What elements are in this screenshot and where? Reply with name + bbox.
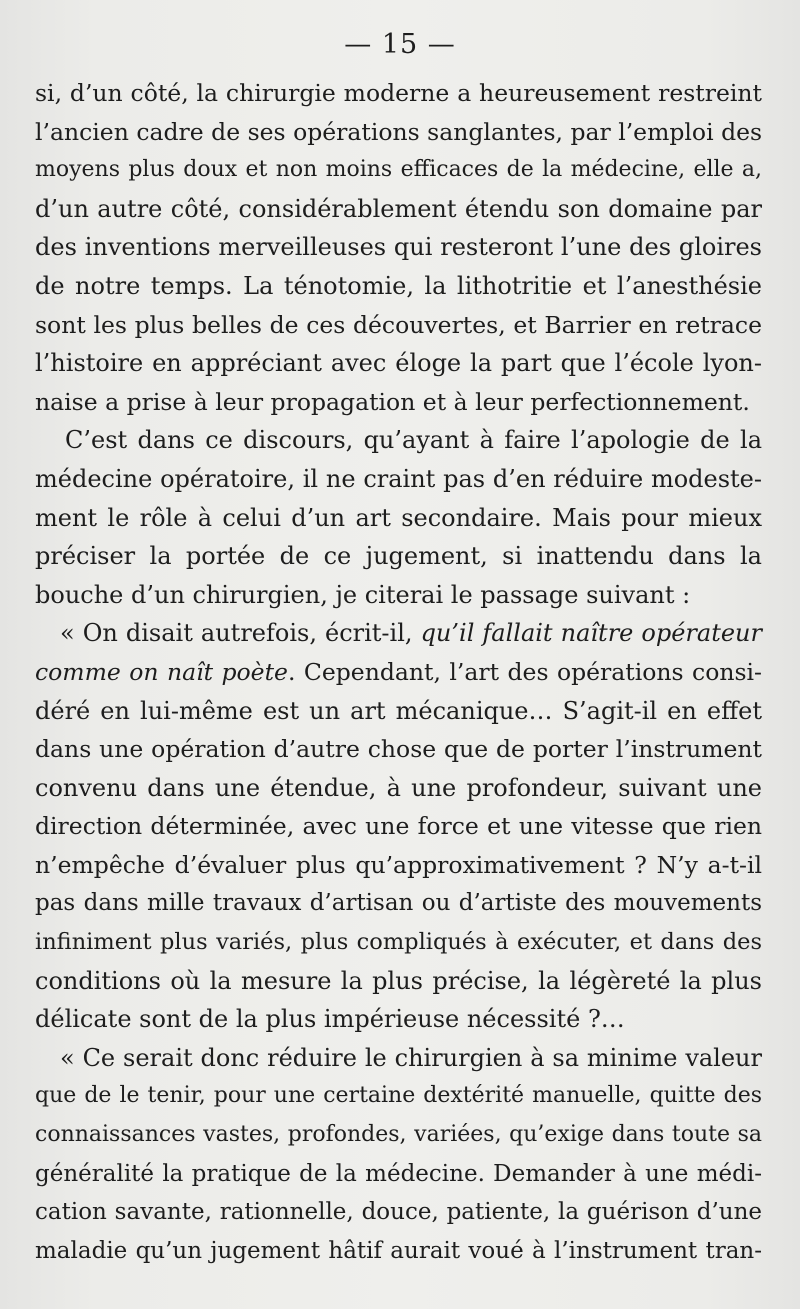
text-line: bouche d’un chirurgien, je citerai le passage suivant : <box>35 580 691 609</box>
text-line: délicate sont de la plus impérieuse nécessité ?… <box>35 1005 625 1034</box>
text-line <box>35 653 762 692</box>
text-line: que de le tenir, pour une certaine dextérité manuelle, quitte des <box>35 1083 762 1109</box>
text-line: n’empêche d’évaluer plus qu’approximativement ? N’y a-t-il <box>35 850 762 879</box>
quote-continuation-text: . Cependant, l’art des opérations consi- <box>287 657 762 686</box>
page-number: — 15 — <box>344 29 456 60</box>
text-line: l’ancien cadre de ses opérations sanglantes, par l’emploi des <box>35 117 763 146</box>
text-line: infiniment plus variés, plus compliqués à exécuter, et dans des <box>35 929 762 956</box>
text-line: si, d’un côté, la chirurgie moderne a heureusement restreint <box>35 79 762 107</box>
text-line: connaissances vastes, profondes, variées, qu’exige dans toute sa <box>35 1122 762 1148</box>
text-line: médecine opératoire, il ne craint pas d’en réduire modeste- <box>35 464 762 493</box>
text-line: « Ce serait donc réduire le chirurgien à sa minime valeur <box>60 1043 762 1072</box>
body-text <box>35 74 762 1270</box>
text-line: sont les plus belles de ces découvertes, et Barrier en retrace <box>35 310 762 339</box>
text-line <box>35 614 762 653</box>
text-line: conditions où la mesure la plus précise, la légèreté la plus <box>35 966 762 995</box>
text-line: direction déterminée, avec une force et une vitesse que rien <box>35 812 762 841</box>
text-line: de notre temps. La ténotomie, la lithotritie et l’anesthésie <box>35 271 762 300</box>
text-line: déré en lui-même est un art mécanique… S’agit-il en effet <box>35 696 762 725</box>
text-line: cation savante, rationnelle, douce, patiente, la guérison d’une <box>35 1199 762 1226</box>
text-line: d’un autre côté, considérablement étendu son domaine par <box>35 194 762 223</box>
text-line: convenu dans une étendue, à une profondeur, suivant une <box>35 773 762 802</box>
text-line: maladie qu’un jugement hâtif aurait voué à l’instrument tran- <box>35 1237 762 1264</box>
quote-lead-text: « On disait autrefois, écrit-il, <box>60 619 413 648</box>
italic-quote: qu’il fallait naître opérateur <box>420 619 762 648</box>
text-line: naise a prise à leur propagation et à leur perfectionnement. <box>35 387 750 416</box>
text-line: pas dans mille travaux d’artisan ou d’artiste des mouvements <box>35 890 762 917</box>
text-line: moyens plus doux et non moins efficaces de la médecine, elle a, <box>35 157 762 183</box>
text-line: C’est dans ce discours, qu’ayant à faire l’apologie de la <box>65 426 762 455</box>
text-line: préciser la portée de ce jugement, si inattendu dans la <box>35 542 762 571</box>
text-line: ment le rôle à celui d’un art secondaire. Mais pour mieux <box>35 503 762 532</box>
text-line: des inventions merveilleuses qui resteront l’une des gloires <box>35 233 762 262</box>
text-line: l’histoire en appréciant avec éloge la part que l’école lyon- <box>35 349 762 378</box>
text-line: dans une opération d’autre chose que de porter l’instrument <box>35 735 762 764</box>
text-line: généralité la pratique de la médecine. Demander à une médi- <box>35 1160 762 1187</box>
italic-phrase: comme on naît poète <box>35 657 288 686</box>
